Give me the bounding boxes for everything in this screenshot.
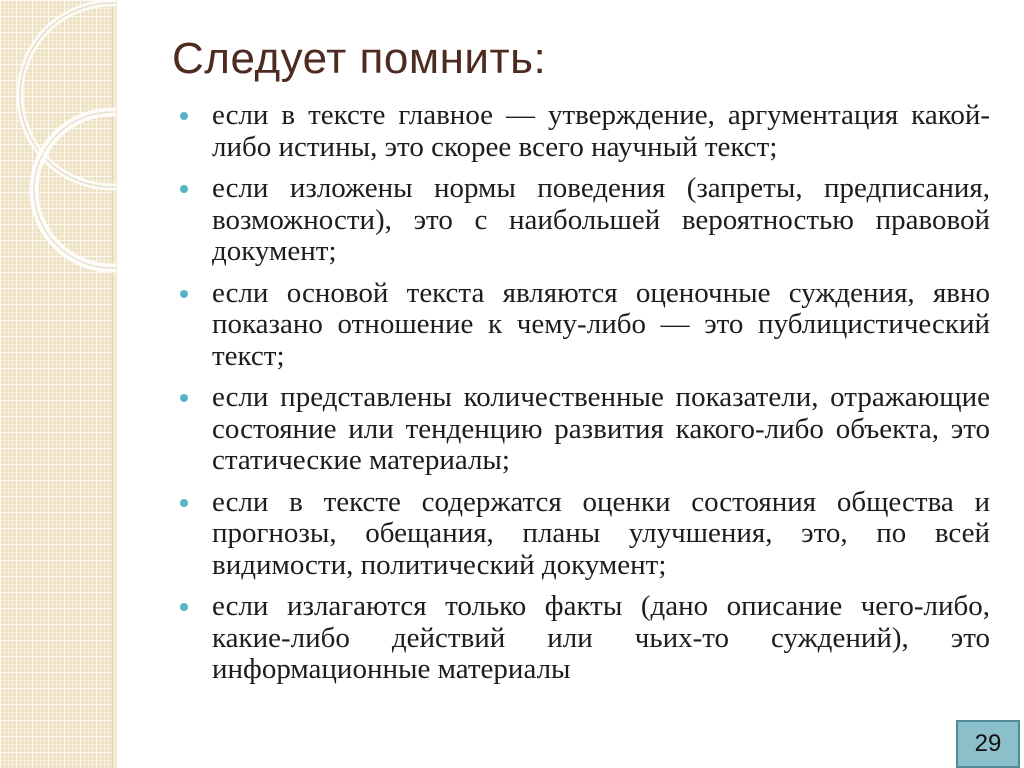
- bullet-item: [180, 487, 990, 582]
- bullet-text: если излагаются только факты (дано описание чего-либо, какие-либо действий или чьих-то суждений), это информационные материалы: [212, 590, 990, 685]
- bullet-text: если в тексте содержатся оценки состояния общества и прогнозы, обещания, планы улучшения, это, по всей видимости, политический документ;: [212, 485, 990, 581]
- bullet-list: [180, 100, 990, 696]
- bullet-item: [180, 100, 990, 163]
- bullet-icon: [180, 394, 188, 402]
- bullet-item: [180, 173, 990, 268]
- bullet-icon: [180, 290, 188, 298]
- bullet-text: если в тексте главное — утверждение, аргументация какой-либо истины, это скорее всего научный текст;: [212, 99, 990, 163]
- bullet-icon: [180, 603, 188, 611]
- decorative-rings: [0, 0, 116, 300]
- page-number: 29: [974, 730, 1002, 757]
- bullet-item: [180, 591, 990, 686]
- page-number-badge: [956, 720, 1020, 768]
- bullet-icon: [180, 499, 188, 507]
- slide-title: Следует помнить:: [172, 34, 547, 83]
- bullet-text: если представлены количественные показатели, отражающие состояние или тенденцию развития какого-либо объекта, это статические материалы;: [212, 381, 990, 476]
- decorative-ring-large: [20, 3, 116, 187]
- bullet-icon: [180, 112, 188, 120]
- bullet-text: если основой текста являются оценочные суждения, явно показано отношение к чему-либо — это публицистический текст;: [212, 276, 990, 372]
- bullet-item: [180, 278, 990, 373]
- bullet-item: [180, 382, 990, 477]
- bullet-text: если изложены нормы поведения (запреты, предписания, возможности), это с наибольшей вероятностью правовой документ;: [212, 172, 990, 267]
- bullet-icon: [180, 185, 188, 193]
